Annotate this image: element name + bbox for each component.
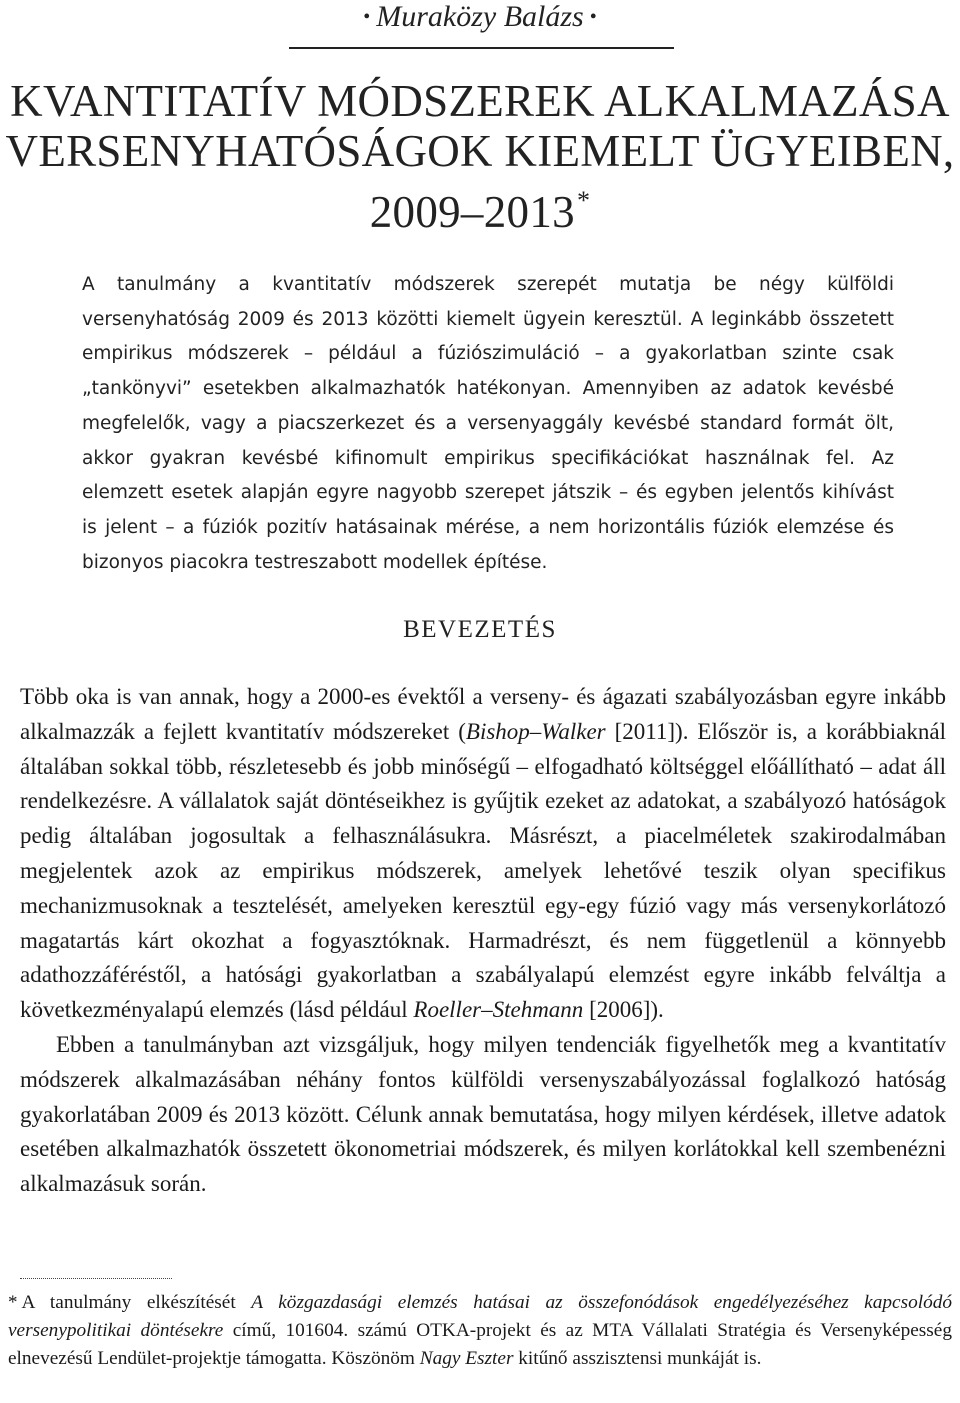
article-title — [0, 76, 960, 237]
citation-bishop-walker: Bishop–Walker — [465, 718, 606, 744]
title-line-1: KVANTITATÍV MÓDSZEREK ALKALMAZÁSA — [10, 76, 950, 126]
p1-text-c: [2006]). — [583, 997, 664, 1023]
footnote-person-name: Nagy Eszter — [419, 1348, 514, 1369]
title-line-3 — [0, 176, 960, 237]
p1-text-a: Több oka is van annak, hogy a 2000-es évektől a verseny- és ágazati szabályozásban egyre inkább alkalmazzák a fejlett kvantitatív módszereket ( — [20, 684, 946, 744]
title-years: 2009–2013 — [369, 187, 575, 237]
abstract: A tanulmány a kvantitatív módszerek szerepét mutatja be négy külföldi versenyhatóság 2009 és 2013 közötti kiemelt ügyein keresztül. A leginkább összetett empirikus módszerek – például a fúziószimuláció – a gyakorlatban szinte csak „tankönyvi” esetekben alkalmazhatók hatékonyan. Amennyiben az adatok kevésbé megfelelők, vagy a piacszerkezet és a versenyaggály kevésbé standard formát ölt, akkor gyakran kevésbé kifinomult empirikus specifikációkat használnak fel. Az elemzett esetek alapján egyre nagyobb szerepet játszik – és egyben jelentős kihívást is jelent – a fúziók pozitív hatásainak mérése, a nem horizontális fúziók elemzése és bizonyos piacokra testreszabott modellek építése. — [82, 274, 894, 573]
footnote-text-b: című, 101604. számú OTKA-projekt és az MTA Vállalati Stratégia és Versenyképesség elnevezésű Lendület-projektje támogatta. Köszönöm — [8, 1320, 952, 1369]
section-heading: BEVEZETÉS — [403, 616, 557, 643]
footnote-text-a: A tanulmány elkészítését — [21, 1292, 252, 1313]
body-paragraph-2: Ebben a tanulmányban azt vizsgáljuk, hogy milyen tendenciák figyelhetők meg a kvantitatív módszerek alkalmazásában néhány fontos külföldi versenyszabályozással foglalkozó hatóság gyakorlatában 2009 és 2013 között. Célunk annak bemutatása, hogy milyen kérdések, illetve adatok esetében alkalmazhatók összetett ökonometriai módszerek, és milyen korlátokkal kell szembenézni alkalmazásuk során. — [20, 1031, 946, 1197]
footnote-separator — [20, 1278, 172, 1279]
body-text — [20, 680, 946, 1202]
footnote-project-title: A közgazdasági elemzés hatásai az összefonódások engedélyezéséhez kapcsolódó versenypolitikai döntésekre — [8, 1292, 953, 1341]
footnote — [8, 1289, 952, 1373]
body-paragraph-1 — [20, 680, 946, 1028]
author-name: Muraközy Balázs — [376, 0, 584, 33]
author-underline — [289, 47, 674, 49]
author-line — [0, 0, 960, 34]
footnote-text-c: kitűnő asszisztensi munkáját is. — [513, 1348, 762, 1369]
title-footnote-mark[interactable]: * — [576, 186, 591, 215]
footnote-mark: * — [8, 1292, 18, 1313]
title-line-2: VERSENYHATÓSÁGOK KIEMELT ÜGYEIBEN, — [5, 126, 955, 176]
citation-roeller-stehmann: Roeller–Stehmann — [413, 997, 584, 1023]
bullet-left: • — [363, 6, 371, 28]
p1-text-b: [2011]). Először is, a korábbiaknál általában sokkal több, részletesebb és jobb minőségű – elfogadható költséggel előállítható – adat áll rendelkezésre. A vállalatok saját döntéseikhez is gyűjtik ezeket az adatokat, a szabályozó hatóságok pedig általában jogosultak a felhasználásukra. Másrészt, a piacelméletek szakirodalmában megjelentek azok az empirikus módszerek, amelyek lehetővé teszik olyan specifikus mechanizmusoknak a tesztelését, amelyeken keresztül egy-egy fúzió vagy más versenykorlátozó magatartás kárt okozhat a fogyasztóknak. Harmadrészt, és nem függetlenül a könnyebb adathozzáféréstől, a hatósági gyakorlatban a szabályalapú elemzést egyre inkább felváltja a következményalapú elemzés (lásd például — [20, 718, 946, 1023]
bullet-right: • — [589, 6, 597, 28]
